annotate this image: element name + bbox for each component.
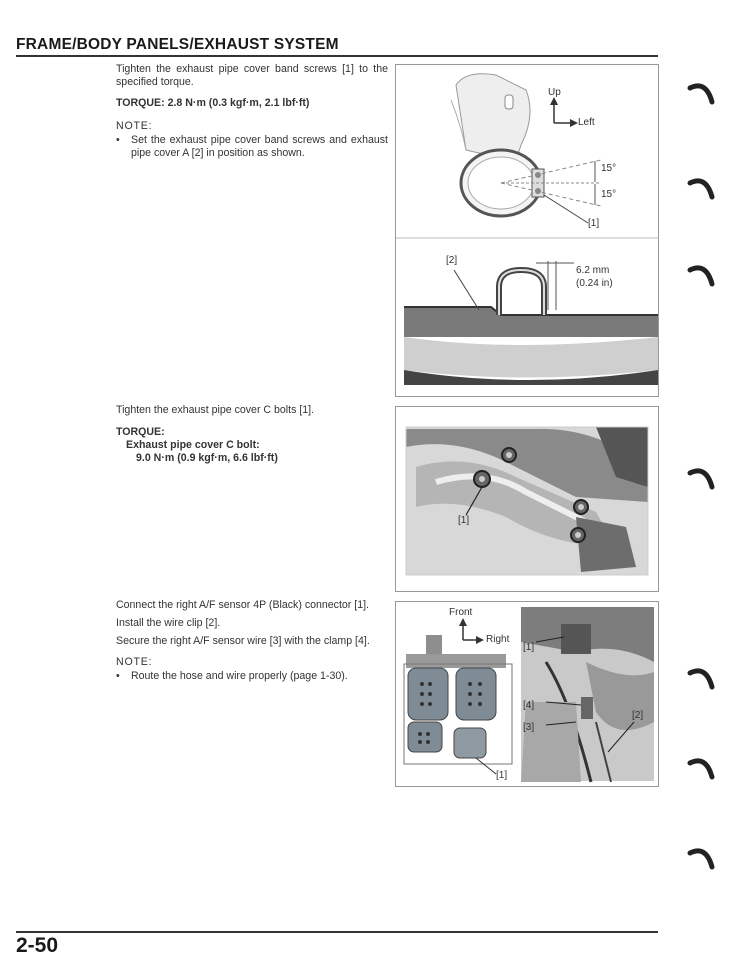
callout-2: [2] — [446, 255, 458, 266]
af-sensor-diagram — [396, 602, 658, 786]
step2-torque-value: 9.0 N·m (0.9 kgf·m, 6.6 lbf·ft) — [136, 452, 278, 464]
callout-3: [3] — [523, 722, 535, 733]
left-label: Left — [578, 117, 595, 128]
step3-line3: Secure the right A/F sensor wire [3] with the clamp [4]. — [116, 635, 370, 647]
right-label: Right — [486, 634, 510, 645]
angle-top-label: 15° — [601, 163, 617, 174]
callout-1: [1] — [458, 515, 470, 526]
bullet-dot: • — [116, 134, 120, 146]
figure-band-screws — [395, 64, 659, 397]
page-number: 2-50 — [16, 934, 59, 957]
step2-torque-item: Exhaust pipe cover C bolt: — [126, 439, 260, 451]
binder-tab-mark — [686, 465, 716, 495]
callout-2: [2] — [632, 710, 644, 721]
binder-tab-mark — [686, 845, 716, 875]
up-label: Up — [548, 87, 561, 98]
step1-torque: TORQUE: 2.8 N·m (0.3 kgf·m, 2.1 lbf·ft) — [116, 97, 310, 109]
step1-note-label: NOTE: — [116, 120, 153, 132]
step3-note-label: NOTE: — [116, 656, 153, 668]
page-title: FRAME/BODY PANELS/EXHAUST SYSTEM — [16, 36, 339, 53]
step3-note: Route the hose and wire properly (page 1-30). — [131, 670, 348, 682]
step2-instruction: Tighten the exhaust pipe cover C bolts [1]. — [116, 404, 315, 416]
callout-1: [1] — [588, 218, 600, 229]
front-label: Front — [449, 607, 473, 618]
band-screw-diagram — [396, 65, 658, 396]
binder-tab-mark — [686, 755, 716, 785]
callout-4: [4] — [523, 700, 535, 711]
bullet-dot: • — [116, 670, 120, 682]
callout-1-connector: [1] — [496, 770, 508, 781]
step1-note: Set the exhaust pipe cover band screws and exhaust pipe cover A [2] in position as shown. — [131, 134, 388, 159]
dim-mm-label: 6.2 mm — [576, 265, 610, 276]
step3-line2: Install the wire clip [2]. — [116, 617, 221, 629]
binder-tab-mark — [686, 665, 716, 695]
angle-bottom-label: 15° — [601, 189, 617, 200]
callout-1-photo: [1] — [523, 642, 535, 653]
binder-tab-mark — [686, 80, 716, 110]
step3-line1: Connect the right A/F sensor 4P (Black) connector [1]. — [116, 599, 370, 611]
step2-torque-label: TORQUE: — [116, 426, 165, 438]
cover-c-photo — [396, 407, 658, 591]
binder-tab-mark — [686, 175, 716, 205]
dim-in-label: (0.24 in) — [576, 278, 613, 289]
figure-cover-c-bolts — [395, 406, 659, 592]
header-rule — [16, 55, 658, 57]
binder-tab-mark — [686, 262, 716, 292]
figure-af-sensor — [395, 601, 659, 787]
step1-instruction: Tighten the exhaust pipe cover band screws [1] to the specified torque. — [116, 63, 388, 88]
footer-rule — [16, 931, 658, 933]
